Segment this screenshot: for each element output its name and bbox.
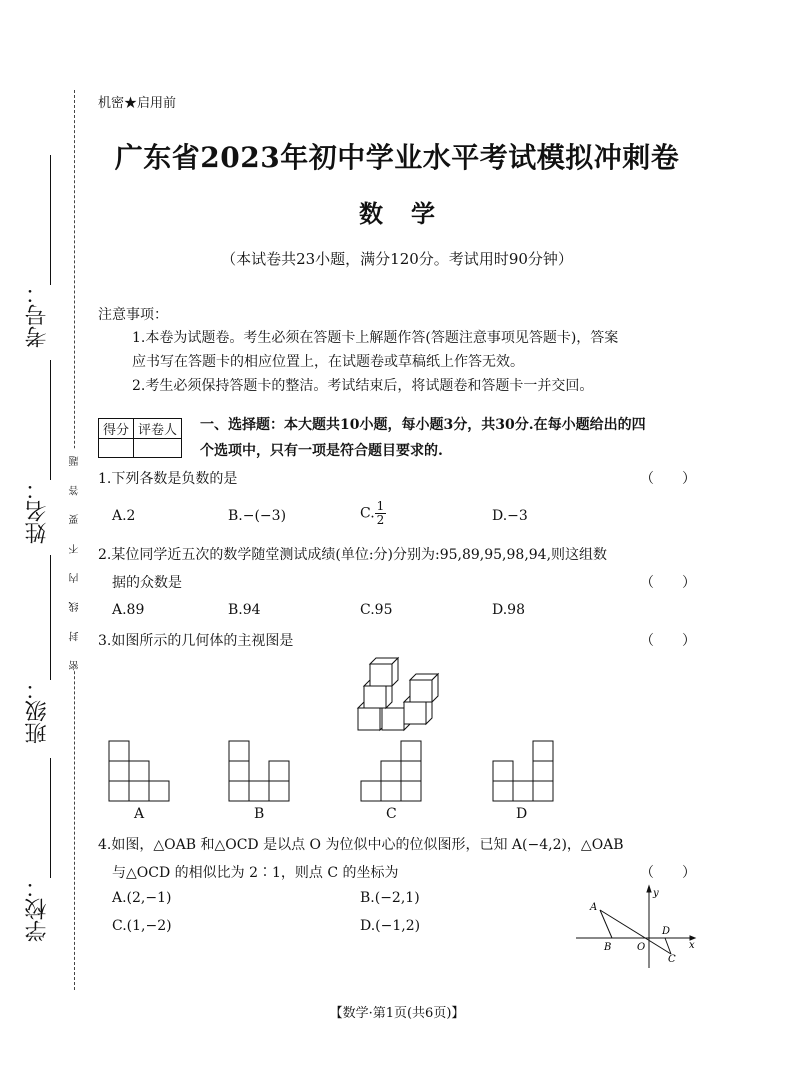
label-a: A — [590, 902, 598, 913]
y-axis-arrow — [647, 886, 651, 892]
grader-cell[interactable] — [134, 439, 182, 458]
q1-option-b: B.−(−3) — [228, 508, 287, 524]
q4-stem-line-1: 4.如图，△OAB 和△OCD 是以点 O 为位似中心的位似图形，已知 A(−4,2)，△OAB — [98, 837, 624, 853]
q2-stem-line-2: 据的众数是 — [112, 575, 182, 591]
q1-option-c-fraction — [375, 500, 387, 527]
q3-answer-paren: （ ） — [640, 633, 696, 649]
exam-no-label: 考号： — [25, 282, 50, 348]
q1-option-a: A.2 — [112, 508, 136, 524]
name-label: 姓名： — [25, 478, 50, 544]
q2-stem-line-1: 2.某位同学近五次的数学随堂测试成绩(单位:分)分别为:95,89,95,98,94,则这组数 — [98, 547, 608, 563]
section-heading — [200, 412, 700, 464]
class-label: 班级： — [25, 678, 50, 744]
label-y: y — [653, 888, 659, 899]
confidential-note: 机密★启用前 — [98, 96, 177, 111]
page-title: 广东省2023年初中学业水平考试模拟冲刺卷 — [114, 141, 680, 174]
q2-option-b: B.94 — [228, 602, 261, 618]
label-x: x — [689, 940, 695, 951]
grader-header: 评卷人 — [134, 419, 182, 439]
q1-stem: 1.下列各数是负数的是 — [98, 471, 238, 487]
notice-item-2: 2.考生必须保持答题卡的整洁。考试结束后，将试题卷和答题卡一并交回。 — [132, 378, 594, 394]
score-cell[interactable] — [99, 439, 134, 458]
q1-c-denominator: 2 — [376, 513, 385, 527]
label-o: O — [637, 942, 646, 953]
q1-option-d: D.−3 — [492, 508, 528, 524]
notice-title: 注意事项： — [98, 307, 168, 323]
label-d: D — [662, 926, 671, 937]
q2-option-a: A.89 — [112, 602, 145, 618]
q1-c-numerator: 1 — [376, 499, 385, 513]
notice-item-1-cont: 应书写在答题卡的相应位置上，在试题卷或草稿纸上作答无效。 — [132, 354, 524, 370]
class-line — [50, 555, 51, 680]
subject-title: 数学 — [359, 199, 463, 228]
q4-stem-line-2: 与△OCD 的相似比为 2∶1，则点 C 的坐标为 — [112, 865, 399, 881]
q3-label-a: A — [134, 806, 145, 822]
q3-option-b-figure — [228, 740, 292, 802]
q3-label-d: D — [516, 806, 528, 822]
school-line — [50, 758, 51, 878]
q1-option-c — [360, 500, 386, 527]
section-line-2: 个选项中，只有一项是符合题目要求的. — [200, 443, 443, 459]
q4-option-d: D.(−1,2) — [360, 918, 421, 934]
q3-option-d-figure — [492, 740, 556, 802]
label-b: B — [604, 942, 612, 953]
q2-answer-paren: （ ） — [640, 575, 696, 591]
notice-item-1: 1.本卷为试题卷。考生必须在答题卡上解题作答(答题注意事项见答题卡)，答案 — [132, 330, 619, 346]
q1-option-c-prefix: C. — [360, 505, 375, 522]
q3-stem: 3.如图所示的几何体的主视图是 — [98, 633, 294, 649]
school-label: 学校： — [25, 876, 50, 942]
q3-option-c-figure — [360, 740, 424, 802]
q4-coordinate-figure — [574, 884, 698, 970]
q1-answer-paren: （ ） — [640, 471, 696, 487]
q2-option-c: C.95 — [360, 602, 393, 618]
section-line-1: 一、选择题：本大题共10小题，每小题3分，共30分.在每小题给出的四 — [200, 417, 646, 433]
q2-option-d: D.98 — [492, 602, 525, 618]
label-c: C — [668, 954, 676, 965]
q4-option-b: B.(−2,1) — [360, 890, 420, 906]
q3-label-b: B — [254, 806, 265, 822]
q3-label-c: C — [386, 806, 397, 822]
name-line — [50, 360, 51, 480]
q4-option-a: A.(2,−1) — [112, 890, 172, 906]
q4-answer-paren: （ ） — [640, 865, 696, 881]
score-table — [98, 418, 182, 458]
page-footer: 【数学·第1页(共6页)】 — [329, 1006, 465, 1021]
q3-solid-figure — [352, 656, 442, 736]
exam-info: （本试卷共23小题，满分120分。考试用时90分钟） — [221, 250, 573, 268]
q4-option-c: C.(1,−2) — [112, 918, 172, 934]
q3-option-a-figure — [108, 740, 172, 802]
seal-text: 密 封 线 内 不 要 答 题 — [70, 448, 81, 671]
score-header: 得分 — [99, 419, 134, 439]
